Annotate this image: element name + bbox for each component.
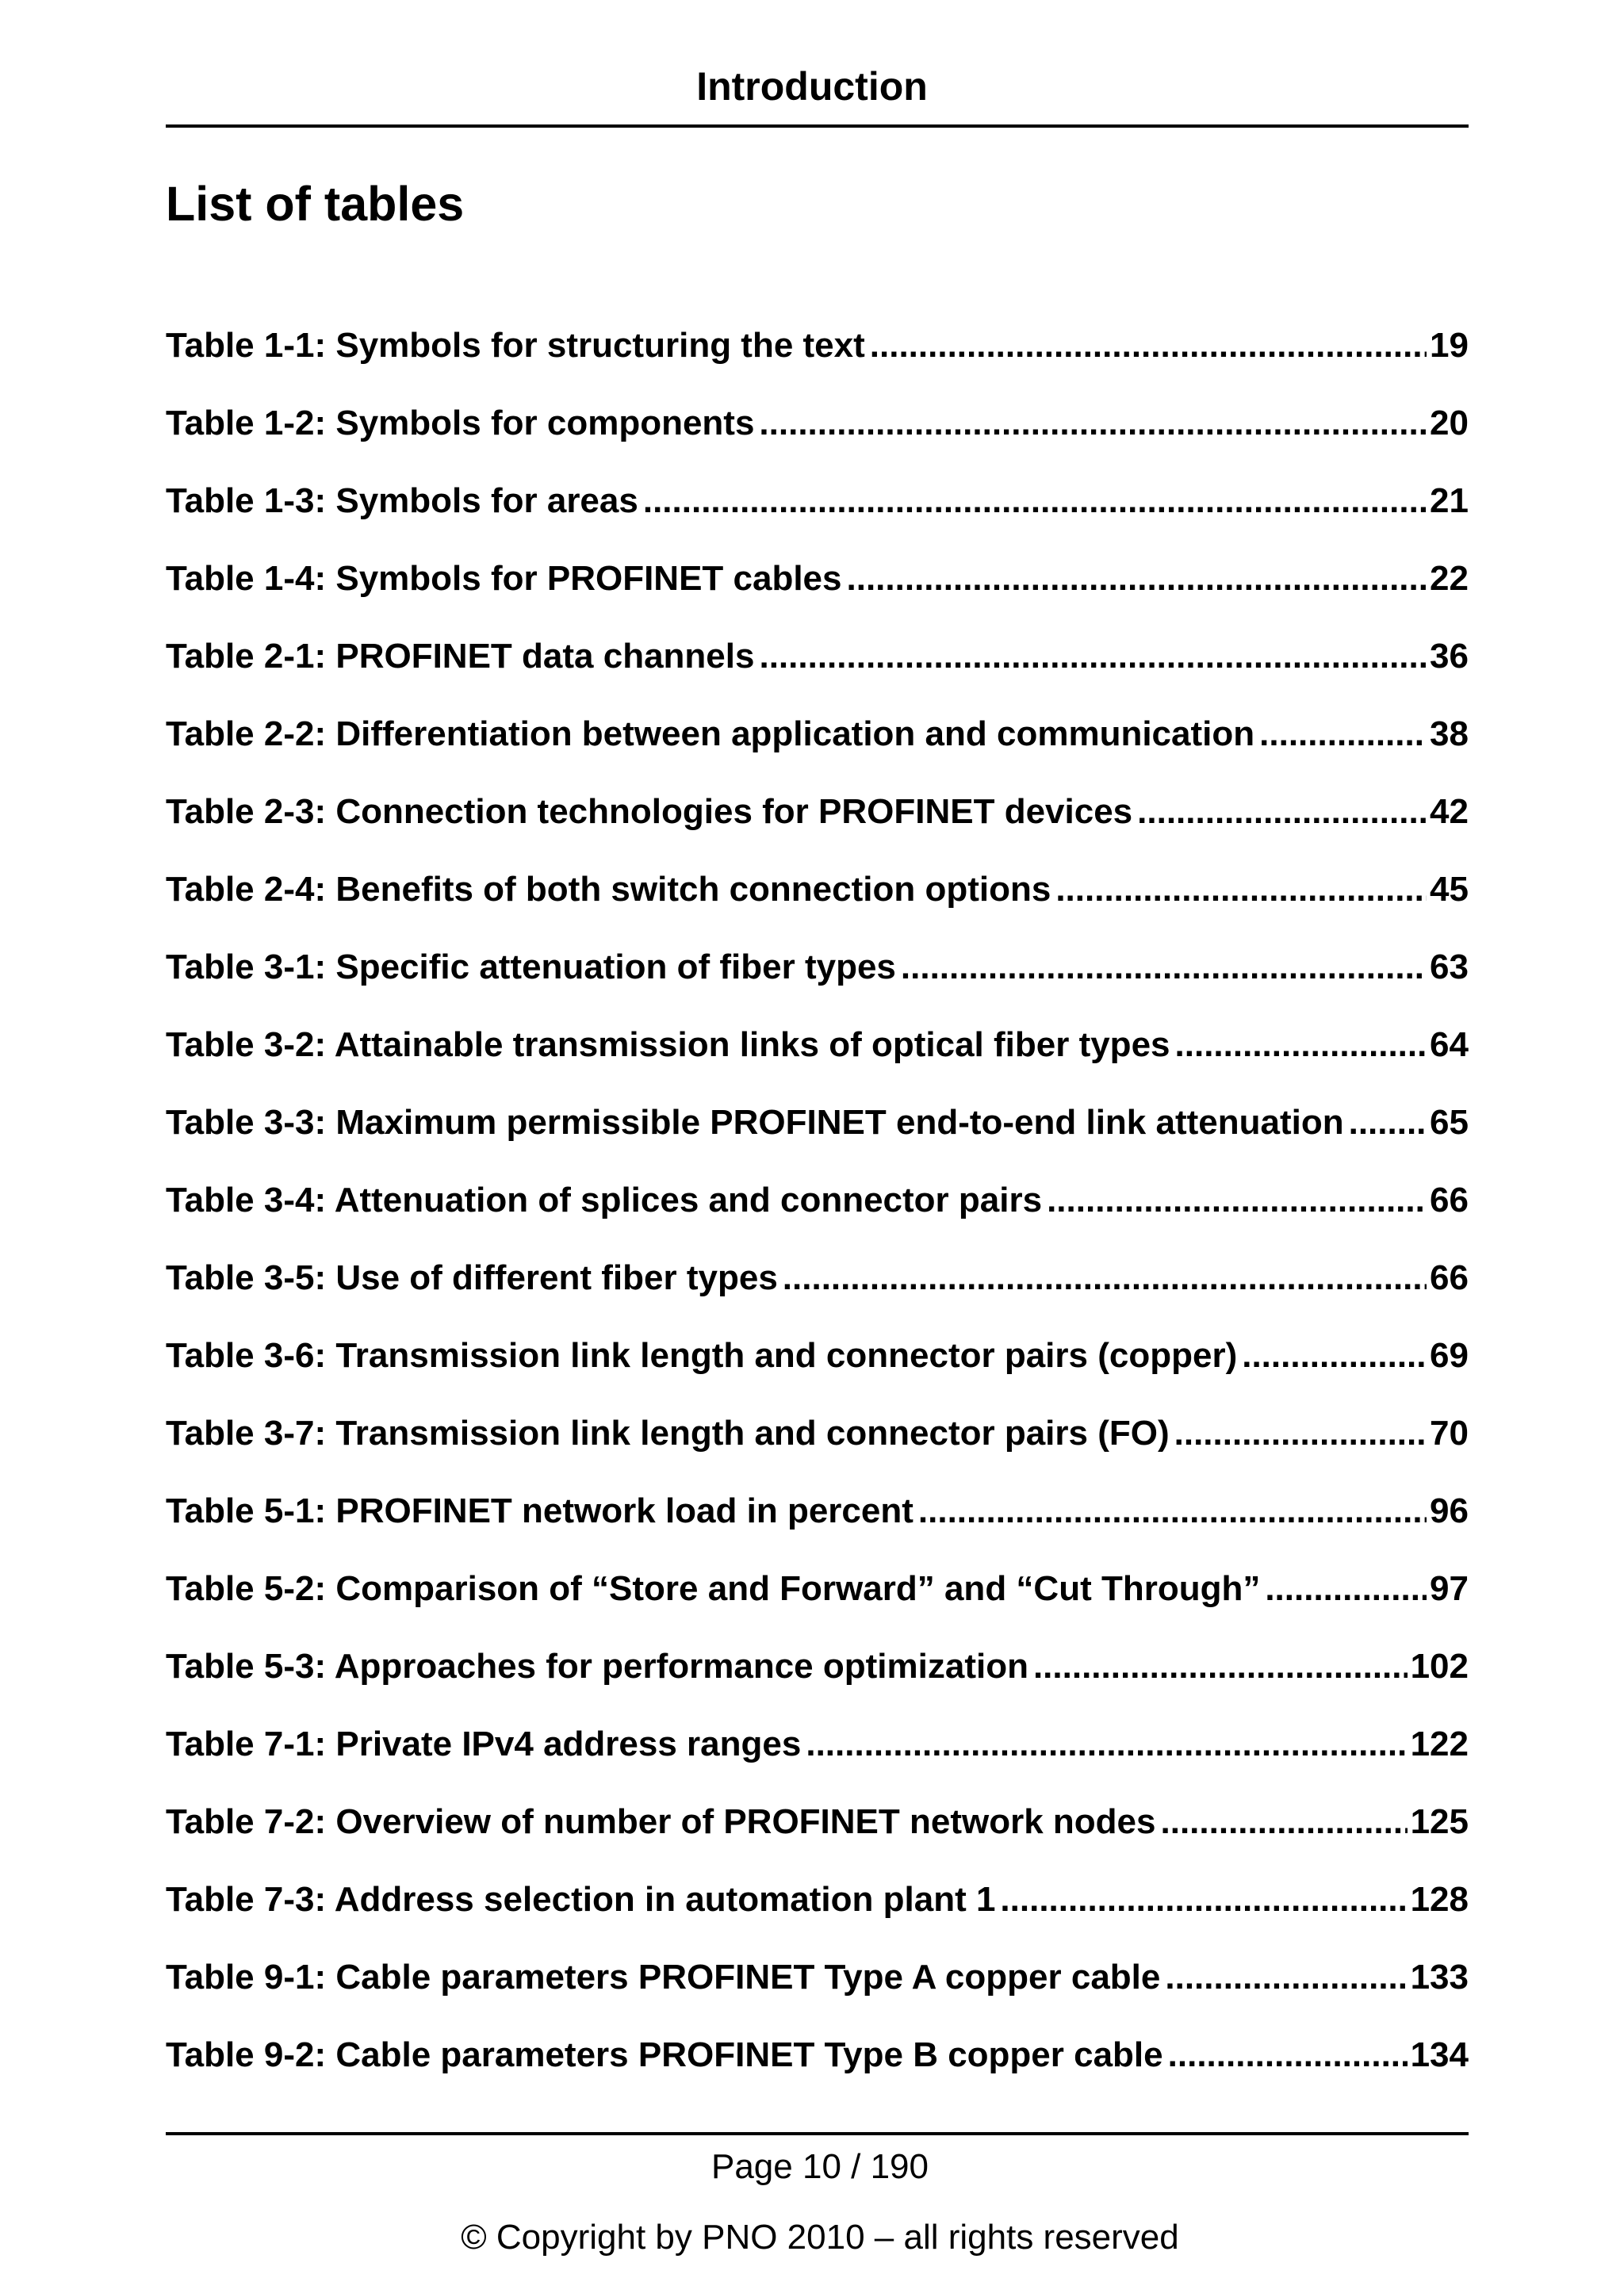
page-heading: List of tables (166, 177, 465, 231)
toc-entry-page: 102 (1410, 1647, 1469, 1686)
toc-entry[interactable] (166, 788, 1469, 866)
toc-entry[interactable] (166, 1410, 1469, 1487)
footer-divider (166, 2132, 1469, 2135)
toc-entry[interactable] (166, 477, 1469, 555)
toc-entry[interactable] (166, 866, 1469, 944)
toc-entry[interactable] (166, 1954, 1469, 2031)
toc-entry-page: 128 (1410, 1880, 1469, 1919)
toc-entry[interactable] (166, 1643, 1469, 1721)
toc-entry[interactable] (166, 1021, 1469, 1099)
toc-entry-page: 69 (1430, 1336, 1469, 1375)
toc-entry-label: Table 3-2: Attainable transmission links of optical fiber types (166, 1025, 1170, 1064)
toc-entry[interactable] (166, 1487, 1469, 1565)
dot-leader (1161, 1798, 1408, 1846)
toc-entry-page: 22 (1430, 559, 1469, 598)
toc-entry-label: Table 1-4: Symbols for PROFINET cables (166, 559, 842, 598)
dot-leader (1349, 1099, 1427, 1147)
toc-entry-page: 42 (1430, 792, 1469, 831)
toc-entry-label: Table 9-1: Cable parameters PROFINET Type A copper cable (166, 1958, 1161, 1997)
toc-entry-label: Table 3-7: Transmission link length and connector pairs (FO) (166, 1414, 1170, 1453)
toc-entry-page: 38 (1430, 714, 1469, 753)
toc-entry-label: Table 5-2: Comparison of “Store and Forward” and “Cut Through” (166, 1569, 1261, 1608)
dot-leader (870, 322, 1427, 369)
toc-entry[interactable] (166, 1332, 1469, 1410)
toc-entry[interactable] (166, 555, 1469, 633)
dot-leader (1175, 1021, 1427, 1069)
toc-entry[interactable] (166, 1721, 1469, 1798)
dot-leader (759, 400, 1427, 447)
dot-leader (1055, 866, 1427, 913)
toc-entry[interactable] (166, 1254, 1469, 1332)
toc-entry[interactable] (166, 710, 1469, 788)
dot-leader (901, 944, 1427, 991)
toc-entry-label: Table 2-3: Connection technologies for PROFINET devices (166, 792, 1133, 831)
toc-entry[interactable] (166, 1177, 1469, 1254)
toc-entry-label: Table 9-2: Cable parameters PROFINET Type B copper cable (166, 2035, 1163, 2074)
toc-entry-page: 64 (1430, 1025, 1469, 1064)
toc-entry[interactable] (166, 633, 1469, 710)
header-divider (166, 124, 1469, 128)
toc-entry-label: Table 2-2: Differentiation between application and communication (166, 714, 1255, 753)
toc-entry[interactable] (166, 2031, 1469, 2109)
dot-leader (1242, 1332, 1427, 1380)
toc-entry-page: 66 (1430, 1258, 1469, 1297)
toc-entry-page: 21 (1430, 481, 1469, 520)
toc-entry[interactable] (166, 1099, 1469, 1177)
dot-leader (1259, 710, 1427, 758)
toc-entry-page: 134 (1410, 2035, 1469, 2074)
toc-entry-page: 45 (1430, 870, 1469, 909)
dot-leader (806, 1721, 1407, 1768)
toc-entry[interactable] (166, 400, 1469, 477)
toc-entry-label: Table 5-3: Approaches for performance optimization (166, 1647, 1028, 1686)
toc-entry-page: 65 (1430, 1103, 1469, 1142)
dot-leader (918, 1487, 1427, 1535)
running-header-title: Introduction (696, 64, 928, 109)
page-number: Page 10 / 190 (710, 2147, 929, 2186)
dot-leader (783, 1254, 1427, 1302)
toc-entry-page: 133 (1410, 1958, 1469, 1997)
toc-entry[interactable] (166, 322, 1469, 400)
toc-entry-page: 97 (1430, 1569, 1469, 1608)
list-of-tables (166, 322, 1469, 2109)
toc-entry-page: 19 (1430, 326, 1469, 365)
toc-entry-label: Table 3-4: Attenuation of splices and connector pairs (166, 1181, 1043, 1219)
dot-leader (1137, 788, 1427, 836)
toc-entry-page: 63 (1430, 948, 1469, 986)
dot-leader (1265, 1565, 1427, 1613)
toc-entry[interactable] (166, 1798, 1469, 1876)
dot-leader (1165, 1954, 1407, 2001)
toc-entry[interactable] (166, 1876, 1469, 1954)
toc-entry-page: 122 (1410, 1725, 1469, 1763)
toc-entry-page: 20 (1430, 404, 1469, 442)
dot-leader (1000, 1876, 1407, 1924)
toc-entry-page: 125 (1410, 1802, 1469, 1841)
toc-entry-label: Table 3-6: Transmission link length and connector pairs (copper) (166, 1336, 1238, 1375)
toc-entry-label: Table 1-3: Symbols for areas (166, 481, 638, 520)
toc-entry-page: 36 (1430, 637, 1469, 676)
toc-entry-label: Table 5-1: PROFINET network load in percent (166, 1491, 914, 1530)
toc-entry-page: 66 (1430, 1181, 1469, 1219)
copyright-notice: © Copyright by PNO 2010 – all rights reserved (461, 2218, 1179, 2257)
dot-leader (1047, 1177, 1427, 1224)
toc-entry-label: Table 7-3: Address selection in automation plant 1 (166, 1880, 996, 1919)
dot-leader (1174, 1410, 1427, 1457)
toc-entry-label: Table 3-1: Specific attenuation of fiber types (166, 948, 896, 986)
toc-entry-label: Table 1-1: Symbols for structuring the text (166, 326, 865, 365)
toc-entry-label: Table 2-4: Benefits of both switch connection options (166, 870, 1051, 909)
dot-leader (1168, 2031, 1408, 2079)
toc-entry-label: Table 3-5: Use of different fiber types (166, 1258, 778, 1297)
dot-leader (759, 633, 1427, 680)
dot-leader (643, 477, 1427, 525)
toc-entry[interactable] (166, 1565, 1469, 1643)
toc-entry-page: 96 (1430, 1491, 1469, 1530)
toc-entry-label: Table 1-2: Symbols for components (166, 404, 755, 442)
dot-leader (1033, 1643, 1408, 1690)
toc-entry-page: 70 (1430, 1414, 1469, 1453)
toc-entry-label: Table 2-1: PROFINET data channels (166, 637, 755, 676)
dot-leader (847, 555, 1427, 603)
toc-entry[interactable] (166, 944, 1469, 1021)
toc-entry-label: Table 7-1: Private IPv4 address ranges (166, 1725, 802, 1763)
toc-entry-label: Table 7-2: Overview of number of PROFINET network nodes (166, 1802, 1156, 1841)
toc-entry-label: Table 3-3: Maximum permissible PROFINET end-to-end link attenuation (166, 1103, 1344, 1142)
